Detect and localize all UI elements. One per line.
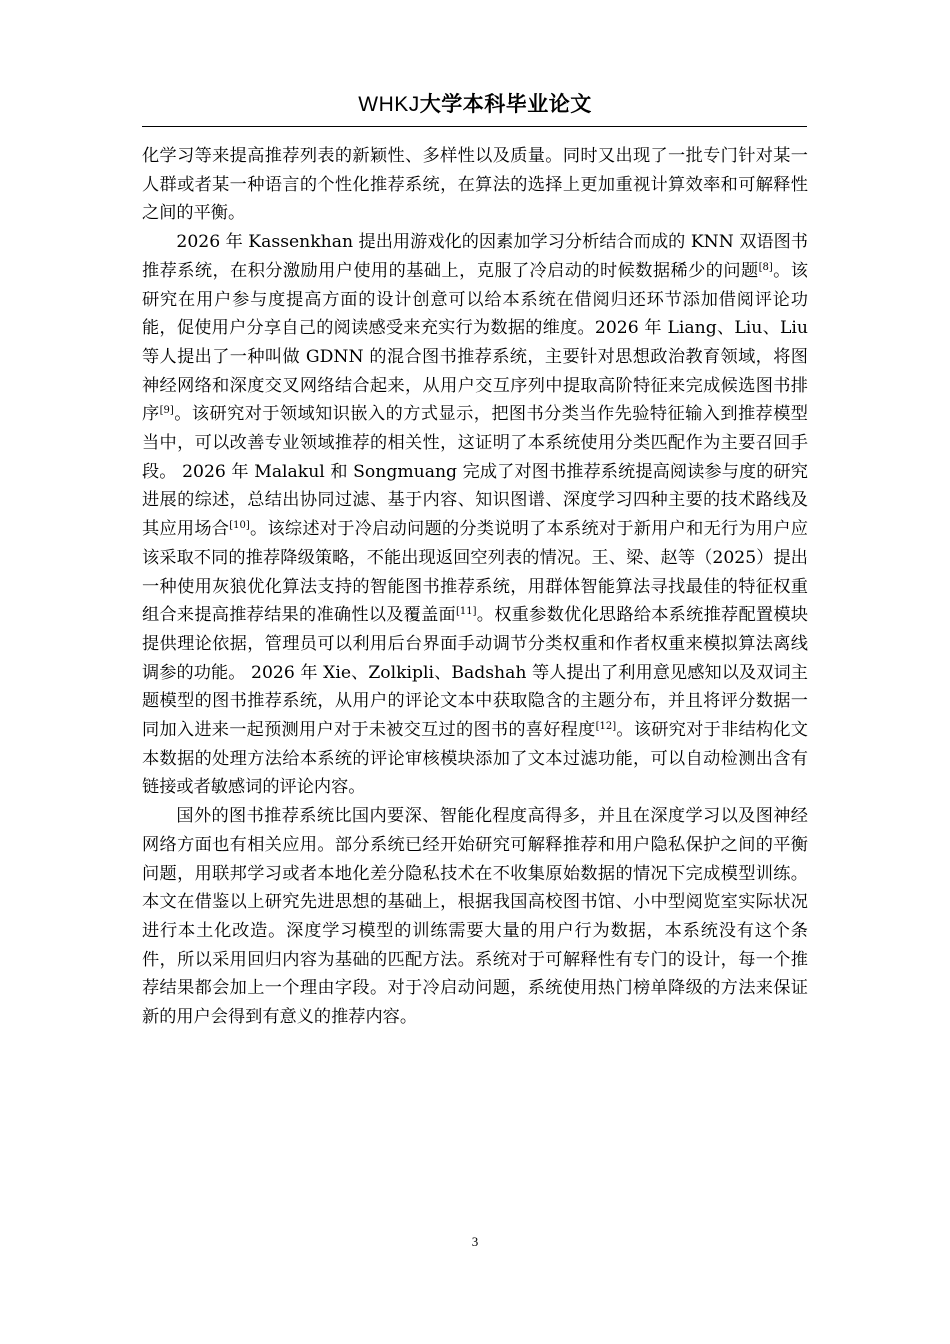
header-title: 大学本科毕业论文 [419, 92, 592, 116]
citation-9: [9] [159, 405, 174, 417]
header-brand: WHKJ [358, 93, 420, 116]
paragraph-2-text-f: 。该研究对于非结构化文本数据的处理方法给本系统的评论审核模块添加了文本过滤功能，可以自动检测出含有链接或者敏感词的评论内容。 [142, 720, 808, 798]
header-rule [142, 126, 807, 127]
paragraph-2-text-e: 。权重参数优化思路给本系统推荐配置模块提供理论依据，管理员可以利用后台界面手动调节分类权重和作者权重来模拟算法离线调参的功能。 2026 年 Xie、Zolkipli、Badshah 等人提出了利用意见感知以及双词主题模型的图书推荐系统，从用户的评论文本中获取隐含的主题分布，并且将评分数据一同加入进来一起预测用户对于未被交互过的图书的喜好程度 [142, 605, 808, 741]
citation-11: [11] [456, 606, 477, 618]
paragraph-2-text-b: 。该研究在用户参与度提高方面的设计创意可以给本系统在借阅归还环节添加借阅评论功能，促使用户分享自己的阅读感受来充实行为数据的维度。2026 年 Liang、Liu、Liu 等人提出了一种叫做 GDNN 的混合图书推荐系统，主要针对思想政治教育领域，将图神经网络和深度交叉网络结合起来，从用户交互序列中提取高阶特征来完成候选图书排序 [142, 260, 808, 425]
paragraph-2-text-c: 。该研究对于领域知识嵌入的方式显示，把图书分类当作先验特征输入到推荐模型当中，可以改善专业领域推荐的相关性，这证明了本系统使用分类匹配作为主要召回手段。 2026 年 Malakul 和 Songmuang 完成了对图书推荐系统提高阅读参与度的研究进展的综述，总结出协同过滤、基于内容、知识图谱、深度学习四种主要的技术路线及其应用场合 [142, 404, 808, 540]
running-header [0, 88, 950, 118]
paragraph-2 [142, 228, 808, 802]
page-number: 3 [471, 1234, 479, 1249]
citation-8: [8] [758, 261, 773, 273]
paragraph-1-text: 化学习等来提高推荐列表的新颖性、多样性以及质量。同时又出现了一批专门针对某一人群或者某一种语言的个性化推荐系统，在算法的选择上更加重视计算效率和可解释性之间的平衡。 [142, 146, 808, 224]
citation-12: [12] [595, 721, 617, 733]
paragraph-2-text-d: 。该综述对于冷启动问题的分类说明了本系统对于新用户和无行为用户应该采取不同的推荐降级策略，不能出现返回空列表的情况。王、梁、赵等（2025）提出一种使用灰狼优化算法支持的智能图书推荐系统，用群体智能算法寻找最佳的特征权重组合来提高推荐结果的准确性以及覆盖面 [142, 519, 808, 626]
body-text [142, 142, 808, 1032]
paragraph-3-text: 国外的图书推荐系统比国内要深、智能化程度高得多，并且在深度学习以及图神经网络方面也有相关应用。部分系统已经开始研究可解释推荐和用户隐私保护之间的平衡问题，用联邦学习或者本地化差分隐私技术在不收集原始数据的情况下完成模型训练。本文在借鉴以上研究先进思想的基础上，根据我国高校图书馆、小中型阅览室实际状况进行本土化改造。深度学习模型的训练需要大量的用户行为数据，本系统没有这个条件，所以采用回归内容为基础的匹配方法。系统对于可解释性有专门的设计，每一个推荐结果都会加上一个理由字段。对于冷启动问题，系统使用热门榜单降级的方法来保证新的用户会得到有意义的推荐内容。 [142, 806, 808, 1028]
paragraph-1 [142, 142, 808, 228]
paragraph-2-text-a: 2026 年 Kassenkhan 提出用游戏化的因素加学习分析结合而成的 KNN 双语图书推荐系统，在积分激励用户使用的基础上，克服了冷启动的时候数据稀少的问题 [142, 232, 808, 281]
citation-10: [10] [229, 520, 250, 532]
paragraph-3 [142, 802, 808, 1032]
